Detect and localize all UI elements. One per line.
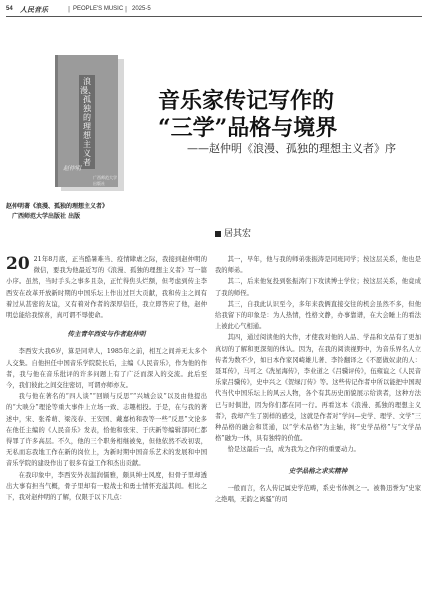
- right-paragraph-1: 其一，早年，他与我的师弟张振涛是同班同学；按这层关系，他也是我的师弟。: [215, 256, 421, 275]
- left-paragraph-4: 在我印象中，李西安外表温润儒雅，颇具绅士风度，但骨子里却透出大事有担当气概，骨子里却有一般战士和勇士情怀充溢其间。相比之下，我对赵仲明的了解，仅限于以下几点：: [6, 471, 207, 502]
- section-heading-right: 史学品格之求实精神: [288, 466, 348, 475]
- page-number: 54: [6, 6, 13, 12]
- article-title-line-2: “三学”品格与境界: [158, 115, 338, 141]
- header-rule: [6, 16, 422, 17]
- article-subtitle: ——赵仲明《浪漫、孤独的理想主义者》序: [187, 142, 396, 155]
- left-paragraph-2: 李西安大我6岁，算是同辈人，1985年之前，相互之间并无太多个人交集。自他担任中国音乐学院院长后，主编《人民音乐》，作为他的作者，我与他在音乐批评的许多问题上有了广泛而深入的交流。此后至今，我们彼此之间交往密切，可谓亦师亦友。: [6, 348, 207, 390]
- square-bullet-icon: [215, 231, 221, 237]
- right-paragraph-4: 其四，通过阅读他的大作，才使我对他的人品、学品和文品有了更加真切的了解和更深刻的体认。因为，在我的阅读视野中，为音乐界名人立传者为数不少，如日本作家冈崎雄儿著、李铃翻译之《不愿做奴隶的人：聂耳传》，马可之《冼星海传》，李业道之《吕骥评传》，伍雍谊之《人民音乐家吕骥传》，史中兴之《贺绿汀传》等。这些传记作者中所以能把中国现代当代中国乐坛上的风云人物，各个有其历史面貌展示给读者，这种方法已与时俱进，因为你们都在同一行。再看这本《浪漫、孤独的理想主义者》，我却产生了别样的感受，这就是作者对“学问—史学、理学、文学”三种品格的融会和贯通，以“学术品格”为主轴，将“史学品格”与“文学品格”融为一体，具有独特的价值。: [215, 334, 421, 443]
- magazine-name: 人民音乐: [20, 5, 48, 14]
- right-paragraph-3: 其三，自我此认识至今，多年来我俩直接交往的机会虽然不多，但他给我留下的印象是：为人热情，性格文静，办事靠谱，在大会睡上的看法上被此心气相通。: [215, 300, 421, 331]
- right-paragraph-5: 恰是这最后一点，成为我为之作序的重要动力。: [227, 446, 360, 454]
- right-paragraph-6: 一般而言，名人传记属史学范畴，系史书体例之一。被鲁迅誉为“史家之绝唱，无韵之离骚”的司: [215, 484, 421, 504]
- issue-date: 2025-5: [132, 6, 151, 12]
- right-paragraph-2: 其二，后来他复投到张振涛门下攻读博士学位；按这层关系，他竟成了我的师侄。: [215, 278, 421, 297]
- drop-cap: 20: [6, 254, 30, 274]
- author-byline: [215, 226, 251, 239]
- book-caption: [6, 202, 108, 222]
- book-cover-author-signature: 赵仲明: [63, 165, 82, 172]
- right-column: [215, 254, 421, 505]
- header-separator: |: [68, 6, 71, 13]
- caption-line-2: 广西师范大学出版社 出版: [12, 213, 81, 220]
- book-spine: [55, 55, 58, 187]
- book-cover-publisher: 广西师范大学出版社: [93, 175, 117, 186]
- header-separator-2: |: [125, 6, 128, 13]
- book-cover-image: [55, 55, 118, 187]
- magazine-english-name: PEOPLE'S MUSIC: [73, 6, 124, 12]
- book-cover-title: 浪漫、孤独的理想主义者: [80, 77, 96, 167]
- article-title-line-1: 音乐家传记写作的: [158, 88, 335, 114]
- author-name: 居其宏: [224, 229, 252, 239]
- left-paragraph-3: 我与他在著名的“四人谈”“回顾与反思”“兴城会议”以及由他提出的“大映分”理论等重大事件上立场一致、志趣相投。于是，在与我的著述中，宋、张希萌、梁茂春、王安国、戴嘉枋和我等一些“反思”文论多在他任主编的《人民音乐》发表，恰他和张宋、于庆新等编辑部同仁都得罪了许多高层。不久，他的三个职务相继被免，但他依然不改初衷，无私而忘我地工作在新的岗位上，为新时期中国音乐艺术的发展和中国音乐学院的建设作出了很多有益工作和杰出贡献。: [6, 393, 207, 468]
- page-header: [0, 0, 427, 20]
- section-heading-left: 传主青年西安与作者赵仲明: [67, 330, 146, 339]
- caption-line-1: 赵仲明著《浪漫、孤独的理想主义者》: [6, 203, 109, 210]
- left-paragraph-1: 20 21年8月底，正当酷暑难当、疫情肆虐之际，我接到赵仲明的微信，要我为他最近写的《浪漫、孤独的理想主义者》写一篇小序。虽然，当时手头之事多且杂，正忙得焦头烂额，但考虑到传主李西安在改革开放新时期的中国乐坛上作出过巨大贡献，我和传主之间有着过从甚密的友谊，又有着对作者的深厚信任，我立即答应了他，赵仲明总能给我惊喜，真可谓不辱使命。: [6, 254, 207, 320]
- left-column: [6, 254, 207, 503]
